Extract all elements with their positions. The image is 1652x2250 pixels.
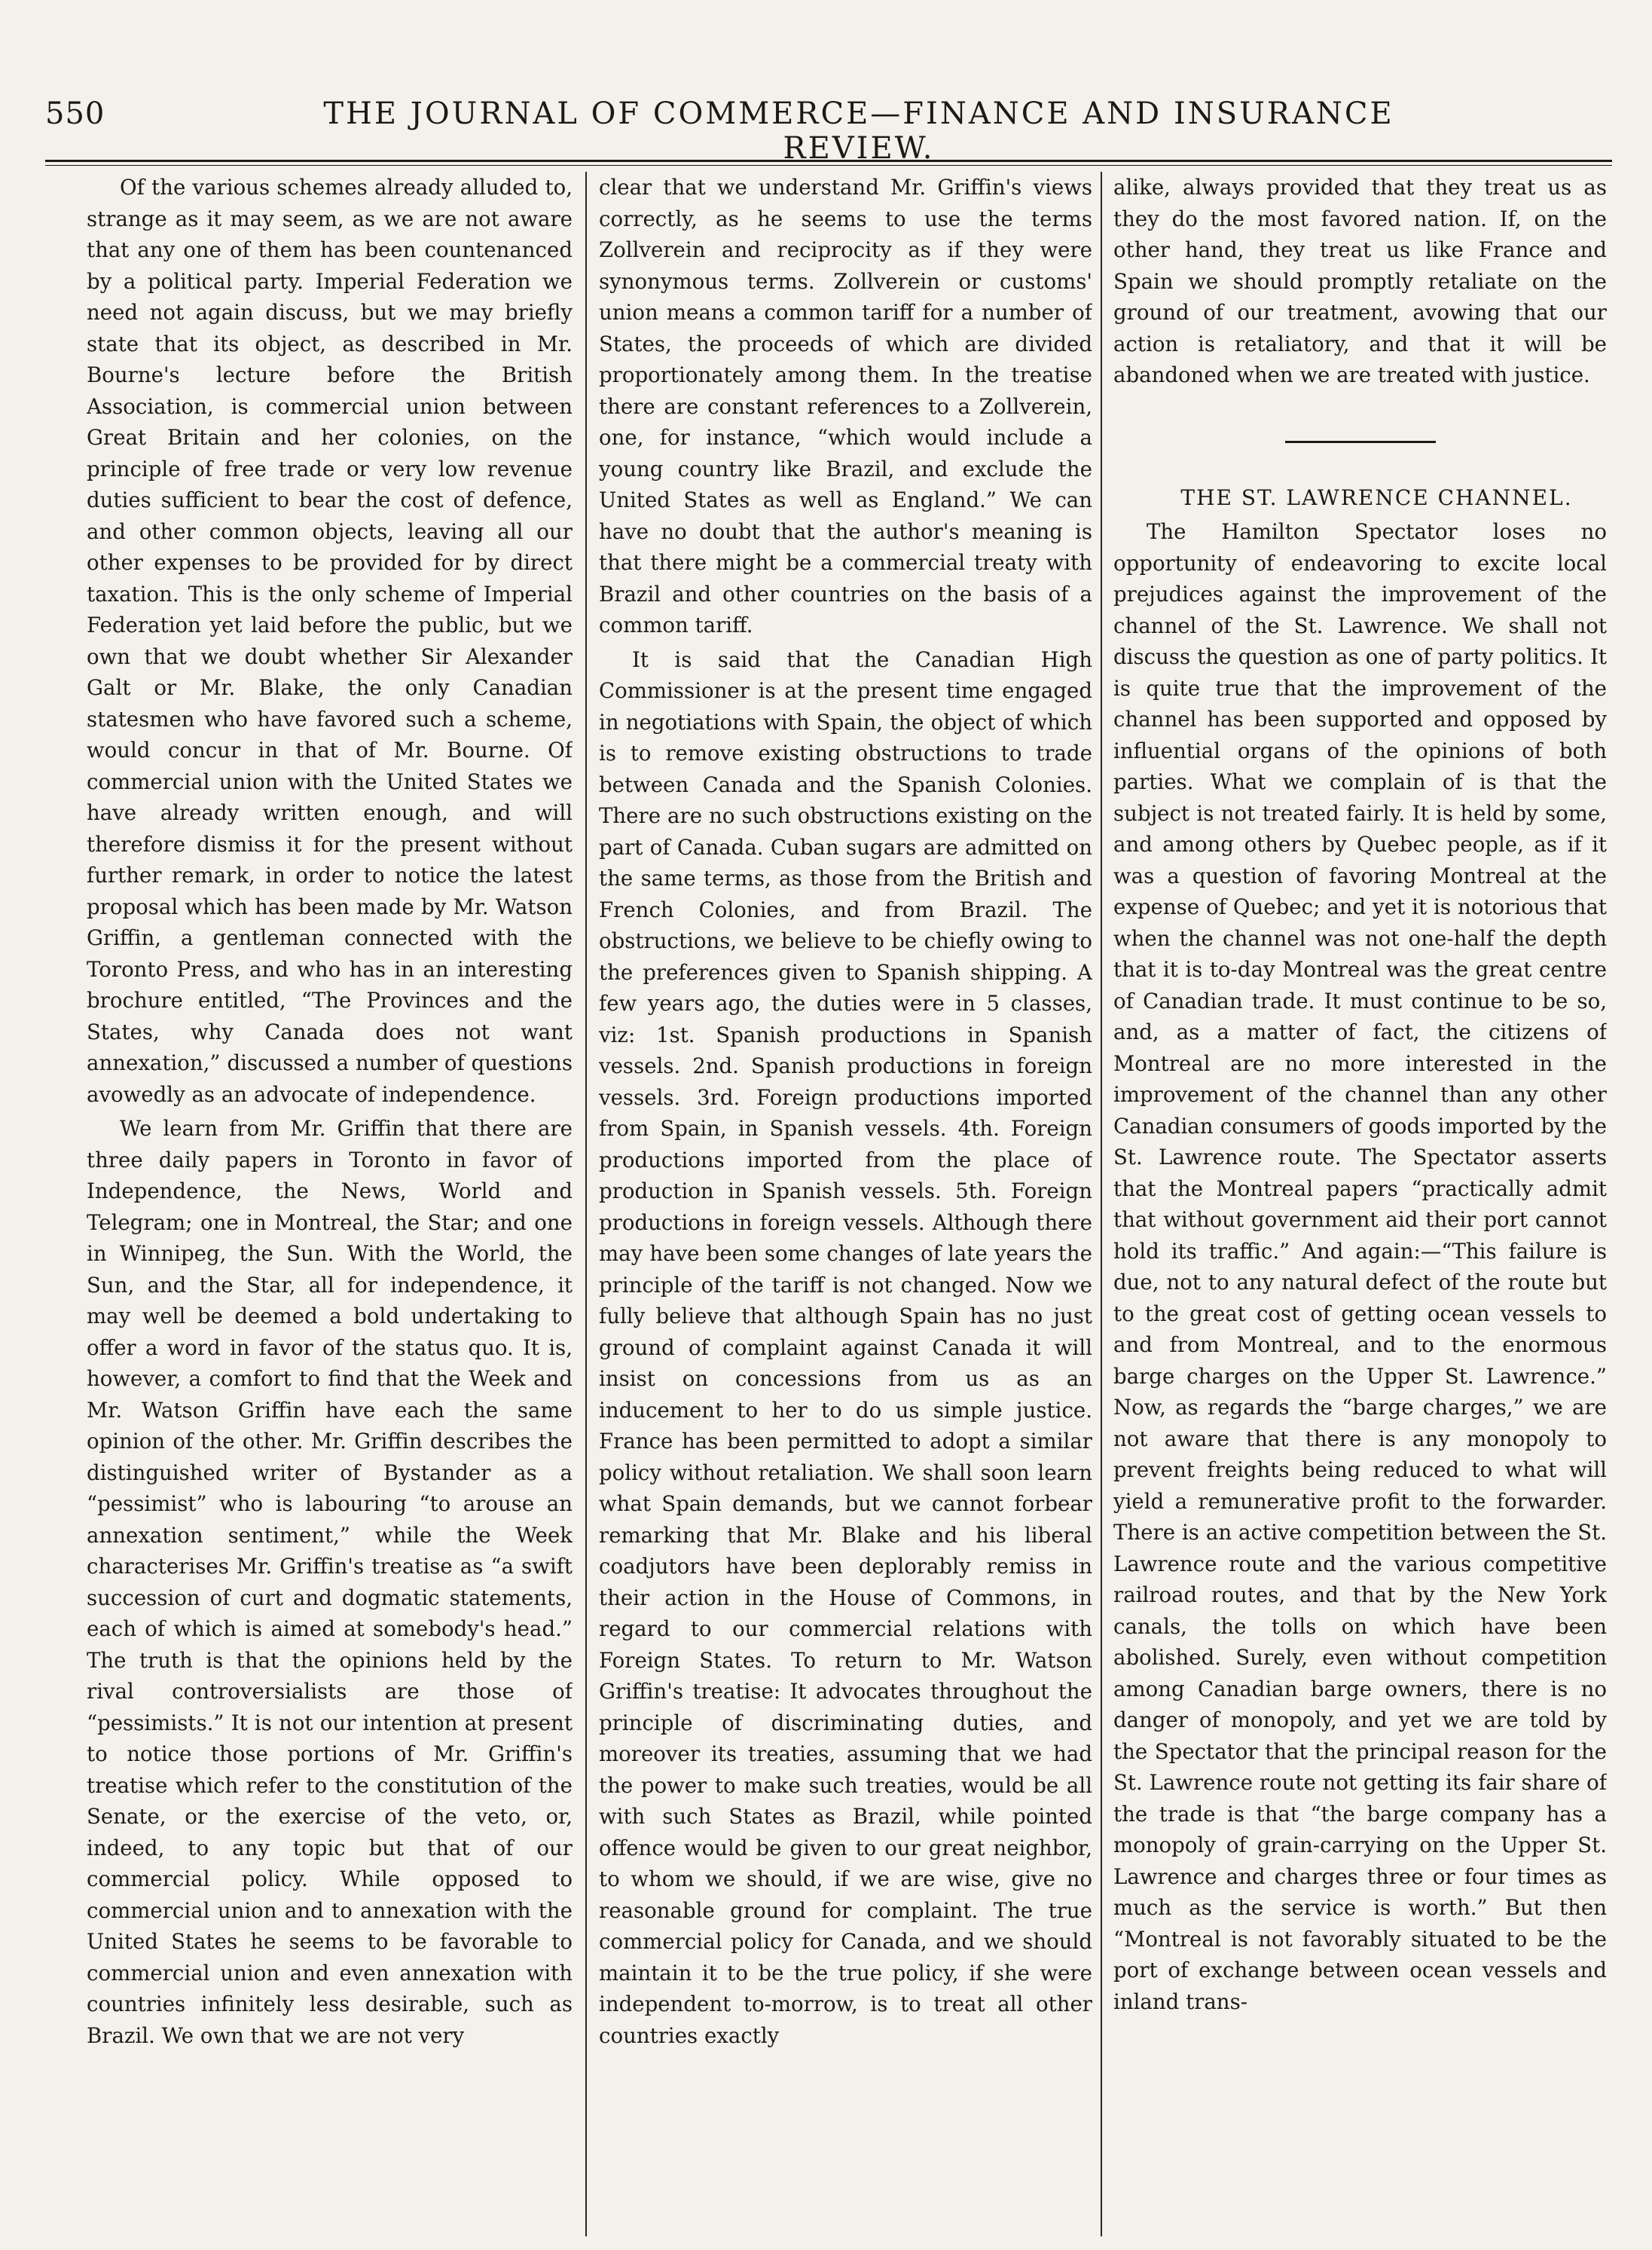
column-2 [599, 172, 1092, 2236]
paragraph: clear that we understand Mr. Griffin's views correctly, as he seems to use the terms Zollverein and reciprocity as if they were synonymous terms. Zollverein or customs' union means a common tariff for a number of States, the proceeds of which are divided proportionately among them. In the treatise there are constant references to a Zollverein, one, for instance, “which would include a young country like Brazil, and exclude the United States as well as England.” We can have no doubt that the author's meaning is that there might be a commercial treaty with Brazil and other countries on the basis of a common tariff. [599, 175, 1092, 637]
paragraph: It is said that the Canadian High Commissioner is at the present time engaged in negotiations with Spain, the object of which is to remove existing obstructions to trade between Canada and the Spanish Colonies. There are no such obstructions existing on the part of Canada. Cuban sugars are admitted on the same terms, as those from the British and French Colonies, and from Brazil. The obstructions, we believe to be chiefly owing to the preferences given to Spanish shipping. A few years ago, the duties were in 5 classes, viz: 1st. Spanish productions in Spanish vessels. 2nd. Spanish productions in foreign vessels. 3rd. Foreign productions imported from Spain, in Spanish vessels. 4th. Foreign productions imported from the place of production in Spanish vessels. 5th. Foreign productions in foreign vessels. Although there may have been some changes of late years the principle of the tariff is not changed. Now we fully believe that although Spain has no just ground of complaint against Canada it will insist on concessions from us as an inducement to her to do us simple justice. France has been permitted to adopt a similar policy without retaliation. We shall soon learn what Spain demands, but we cannot forbear remarking that Mr. Blake and his liberal coadjutors have been deplorably remiss in their action in the House of Commons, in regard to our commercial relations with Foreign States. To return to Mr. Watson Griffin's treatise: It advocates throughout the principle of discriminating duties, and moreover its treaties, assuming that we had the power to make such treaties, would be all with such States as Brazil, while pointed offence would be given to our great neighbor, to whom we should, if we are wise, give no reasonable ground for complaint. The true commercial policy for Canada, and we should maintain it to be the true policy, if she were independent to-morrow, is to treat all other countries exactly [599, 647, 1092, 2048]
paragraph: Of the various schemes already alluded to, strange as it may seem, as we are not aware that any one of them has been countenanced by a political party. Imperial Federation we need not again discuss, but we may briefly state that its object, as described in Mr. Bourne's lecture before the British Association, is commercial union between Great Britain and her colonies, on the principle of free trade or very low revenue duties sufficient to bear the cost of defence, and other common objects, leaving all our other expenses to be provided for by direct taxation. This is the only scheme of Imperial Federation yet laid before the public, but we own that we doubt whether Sir Alexander Galt or Mr. Blake, the only Canadian statesmen who have favored such a scheme, would concur in that of Mr. Bourne. Of commercial union with the United States we have already written enough, and will therefore dismiss it for the present without further remark, in order to notice the latest proposal which has been made by Mr. Watson Griffin, a gentleman connected with the Toronto Press, and who has in an interesting brochure entitled, “The Provinces and the States, why Canada does not want annexation,” discussed a number of questions avowedly as an advocate of independence. [87, 175, 573, 1107]
section-heading: THE ST. LAWRENCE CHANNEL. [1180, 485, 1573, 510]
paragraph: We learn from Mr. Griffin that there are three daily papers in Toronto in favor of Independence, the News, World and Telegram; one in Montreal, the Star; and one in Winnipeg, the Sun. With the World, the Sun, and the Star, all for independence, it may well be deemed a bold undertaking to offer a word in favor of the status quo. It is, however, a comfort to find that the Week and Mr. Watson Griffin have each the same opinion of the other. Mr. Griffin describes the distinguished writer of Bystander as a “pessimist” who is labouring “to arouse an annexation sentiment,” while the Week characterises Mr. Griffin's treatise as “a swift succession of curt and dogmatic statements, each of which is aimed at somebody's head.” The truth is that the opinions held by the rival controversialists are those of “pessimists.” It is not our intention at present to notice those portions of Mr. Griffin's treatise which refer to the constitution of the Senate, or the exercise of the veto, or, indeed, to any topic but that of our commercial policy. While opposed to commercial union and to annexation with the United States he seems to be favorable to commercial union and even annexation with countries infinitely less desirable, such as Brazil. We own that we are not very [87, 1116, 573, 2048]
paragraph: The Hamilton Spectator loses no opportunity of endeavoring to excite local prejudices against the improvement of the channel of the St. Lawrence. We shall not discuss the question as one of party politics. It is quite true that the improvement of the channel has been supported and opposed by influential organs of the opinions of both parties. What we complain of is that the subject is not treated fairly. It is held by some, and among others by Quebec people, as if it was a question of favoring Montreal at the expense of Quebec; and yet it is notorious that when the channel was not one-half the depth that it is to-day Montreal was the great centre of Canadian trade. It must continue to be so, and, as a matter of fact, the citizens of Montreal are no more interested in the improvement of the channel than any other Canadian consumers of goods imported by the St. Lawrence route. The Spectator asserts that the Montreal papers “practically admit that without government aid their port cannot hold its traffic.” And again:—“This failure is due, not to any natural defect of the route but to the great cost of getting ocean vessels to and from Montreal, and to the enormous barge charges on the Upper St. Lawrence.” Now, as regards the “barge charges,” we are not aware that there is any monopoly to prevent freights being reduced to what will yield a remunerative profit to the forwarder. There is an active competition between the St. Lawrence route and the various competitive railroad routes, and that by the New York canals, the tolls on which have been abolished. Surely, even without competition among Canadian barge owners, there is no danger of monopoly, and yet we are told by the Spectator that the principal reason for the St. Lawrence route not getting its fair share of the trade is that “the barge company has a monopoly of grain-carrying on the Upper St. Lawrence and charges three or four times as much as the service is worth.” But then “Montreal is not favorably situated to be the port of exchange between ocean vessels and inland trans- [1113, 519, 1607, 2014]
header-rule [45, 160, 1612, 162]
column-1 [87, 172, 573, 2236]
page-number: 550 [45, 96, 105, 131]
running-title: THE JOURNAL OF COMMERCE—FINANCE AND INSURANCE REVIEW. [323, 96, 1394, 166]
section-separator-rule [1285, 441, 1436, 443]
page-header [45, 96, 1612, 166]
paragraph: alike, always provided that they treat us as they do the most favored nation. If, on the other hand, they treat us like France and Spain we should promptly retaliate on the ground of our treatment, avowing that our action is retaliatory, and that it will be abandoned when we are treated with justice. [1113, 175, 1607, 387]
column-divider [585, 172, 587, 2236]
header-rule-thin [45, 165, 1612, 166]
column-3 [1113, 172, 1607, 2236]
column-divider [1101, 172, 1102, 2236]
